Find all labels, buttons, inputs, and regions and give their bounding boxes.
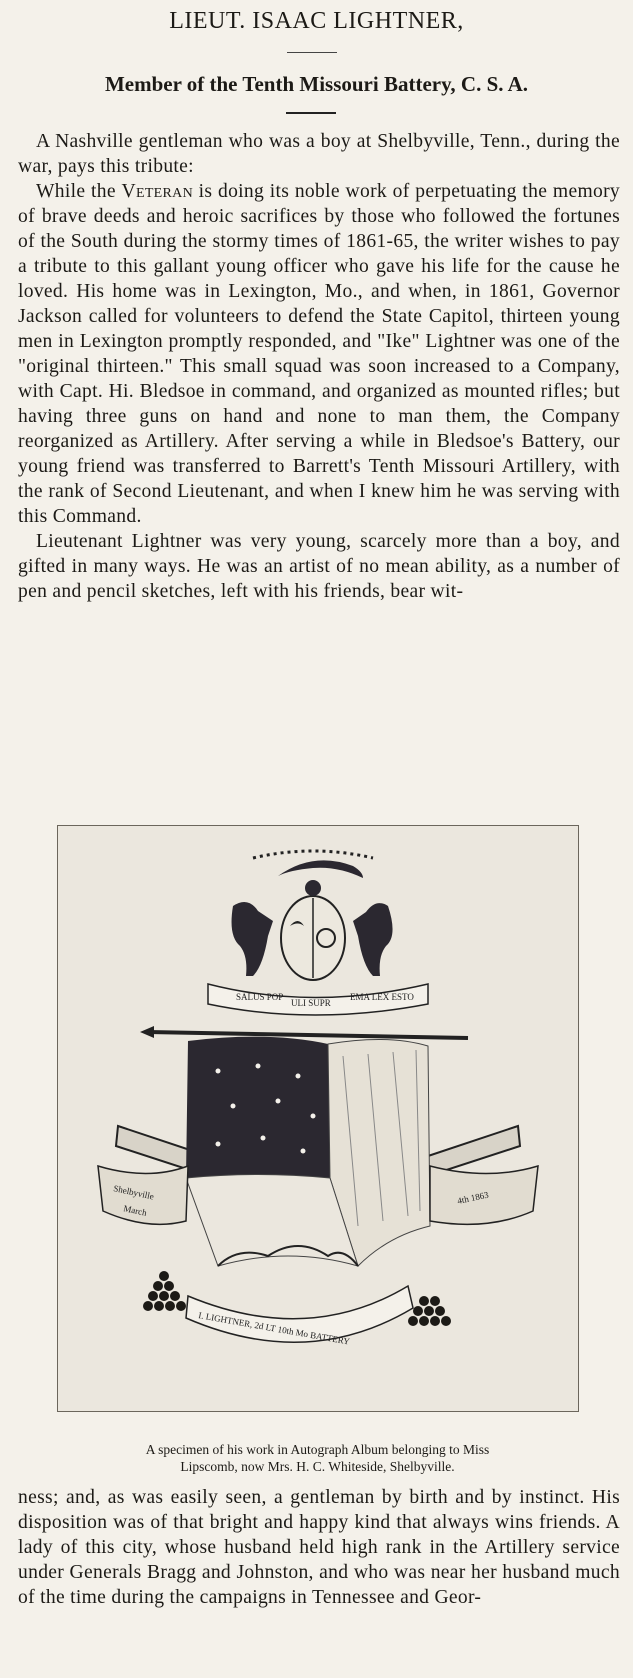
title-rule (287, 52, 337, 53)
figure-caption (40, 1441, 595, 1475)
cannonball-pile-right (408, 1296, 451, 1326)
sketch-illustration (58, 826, 578, 1411)
motto-mid: ULI SUPR (291, 998, 331, 1008)
cannonball-pile-left (143, 1271, 186, 1311)
tribute-paragraph (18, 179, 620, 529)
ribbon-left-place: Shelbyville (112, 1183, 155, 1202)
artist-paragraph: Lieutenant Lightner was very young, scarcely more than a boy, and gifted in many ways. He was an artist of no mean ability, as a number of pen and pencil sketches, left with his friends, bear wit- (18, 531, 620, 602)
subtitle-rule (286, 112, 336, 114)
banner-inscription: I. LIGHTNER, 2d LT 10th Mo BATTERY (197, 1310, 351, 1347)
article-body-bottom (18, 1485, 620, 1610)
motto-left: SALUS POP (236, 992, 284, 1002)
article-body-top (18, 129, 620, 604)
continuation-paragraph: ness; and, as was easily seen, a gentleman by birth and by instinct. His disposition was of that bright and happy kind that always wins friends. A lady of this city, whose husband held high rank in the Artillery service under Generals Bragg and Johnston, and who was near her husband much of the time during the campaigns in Tennessee and Geor- (18, 1487, 620, 1608)
ribbon-right-date: 4th 1863 (456, 1189, 490, 1206)
caption-line-1: A specimen of his work in Autograph Album belonging to Miss (145, 1442, 490, 1457)
motto-right: EMA LEX ESTO (350, 992, 414, 1002)
ribbon-left-month: March (122, 1203, 148, 1218)
article-subtitle: Member of the Tenth Missouri Battery, C. S. A. (104, 72, 529, 96)
caption-line-2: Lipscomb, now Mrs. H. C. Whiteside, Shelbyville. (180, 1459, 455, 1474)
article-title: LIEUT. ISAAC LIGHTNER, (169, 8, 464, 34)
sketch-figure (57, 825, 579, 1412)
intro-paragraph: A Nashville gentleman who was a boy at Shelbyville, Tenn., during the war, pays this tribute: (18, 131, 620, 177)
tribute-start: While the (36, 181, 122, 202)
veteran-name: Veteran (121, 181, 193, 202)
tribute-rest: is doing its noble work of perpetuating the memory of brave deeds and heroic sacrifices by those who followed the fortunes of the South during the stormy times of 1861-65, the writer wishes to pay a tribute to this gallant young officer who gave his life for the cause he loved. His home was in Lexington, Mo., and when, in 1861, Governor Jackson called for volunteers to defend the State Capitol, thirteen young men in Lexington promptly responded, and "Ike" Lightner was one of the "original thirteen." This small squad was soon increased to a Company, with Capt. Hi. Bledsoe in command, and organized as mounted rifles; but having three guns on hand and none to man them, the Company reorganized as Artillery. After serving a while in Bledsoe's Battery, our young friend was transferred to Barrett's Tenth Missouri Artillery, with the rank of Second Lieutenant, and when I knew him he was serving with this Command. (18, 181, 621, 527)
